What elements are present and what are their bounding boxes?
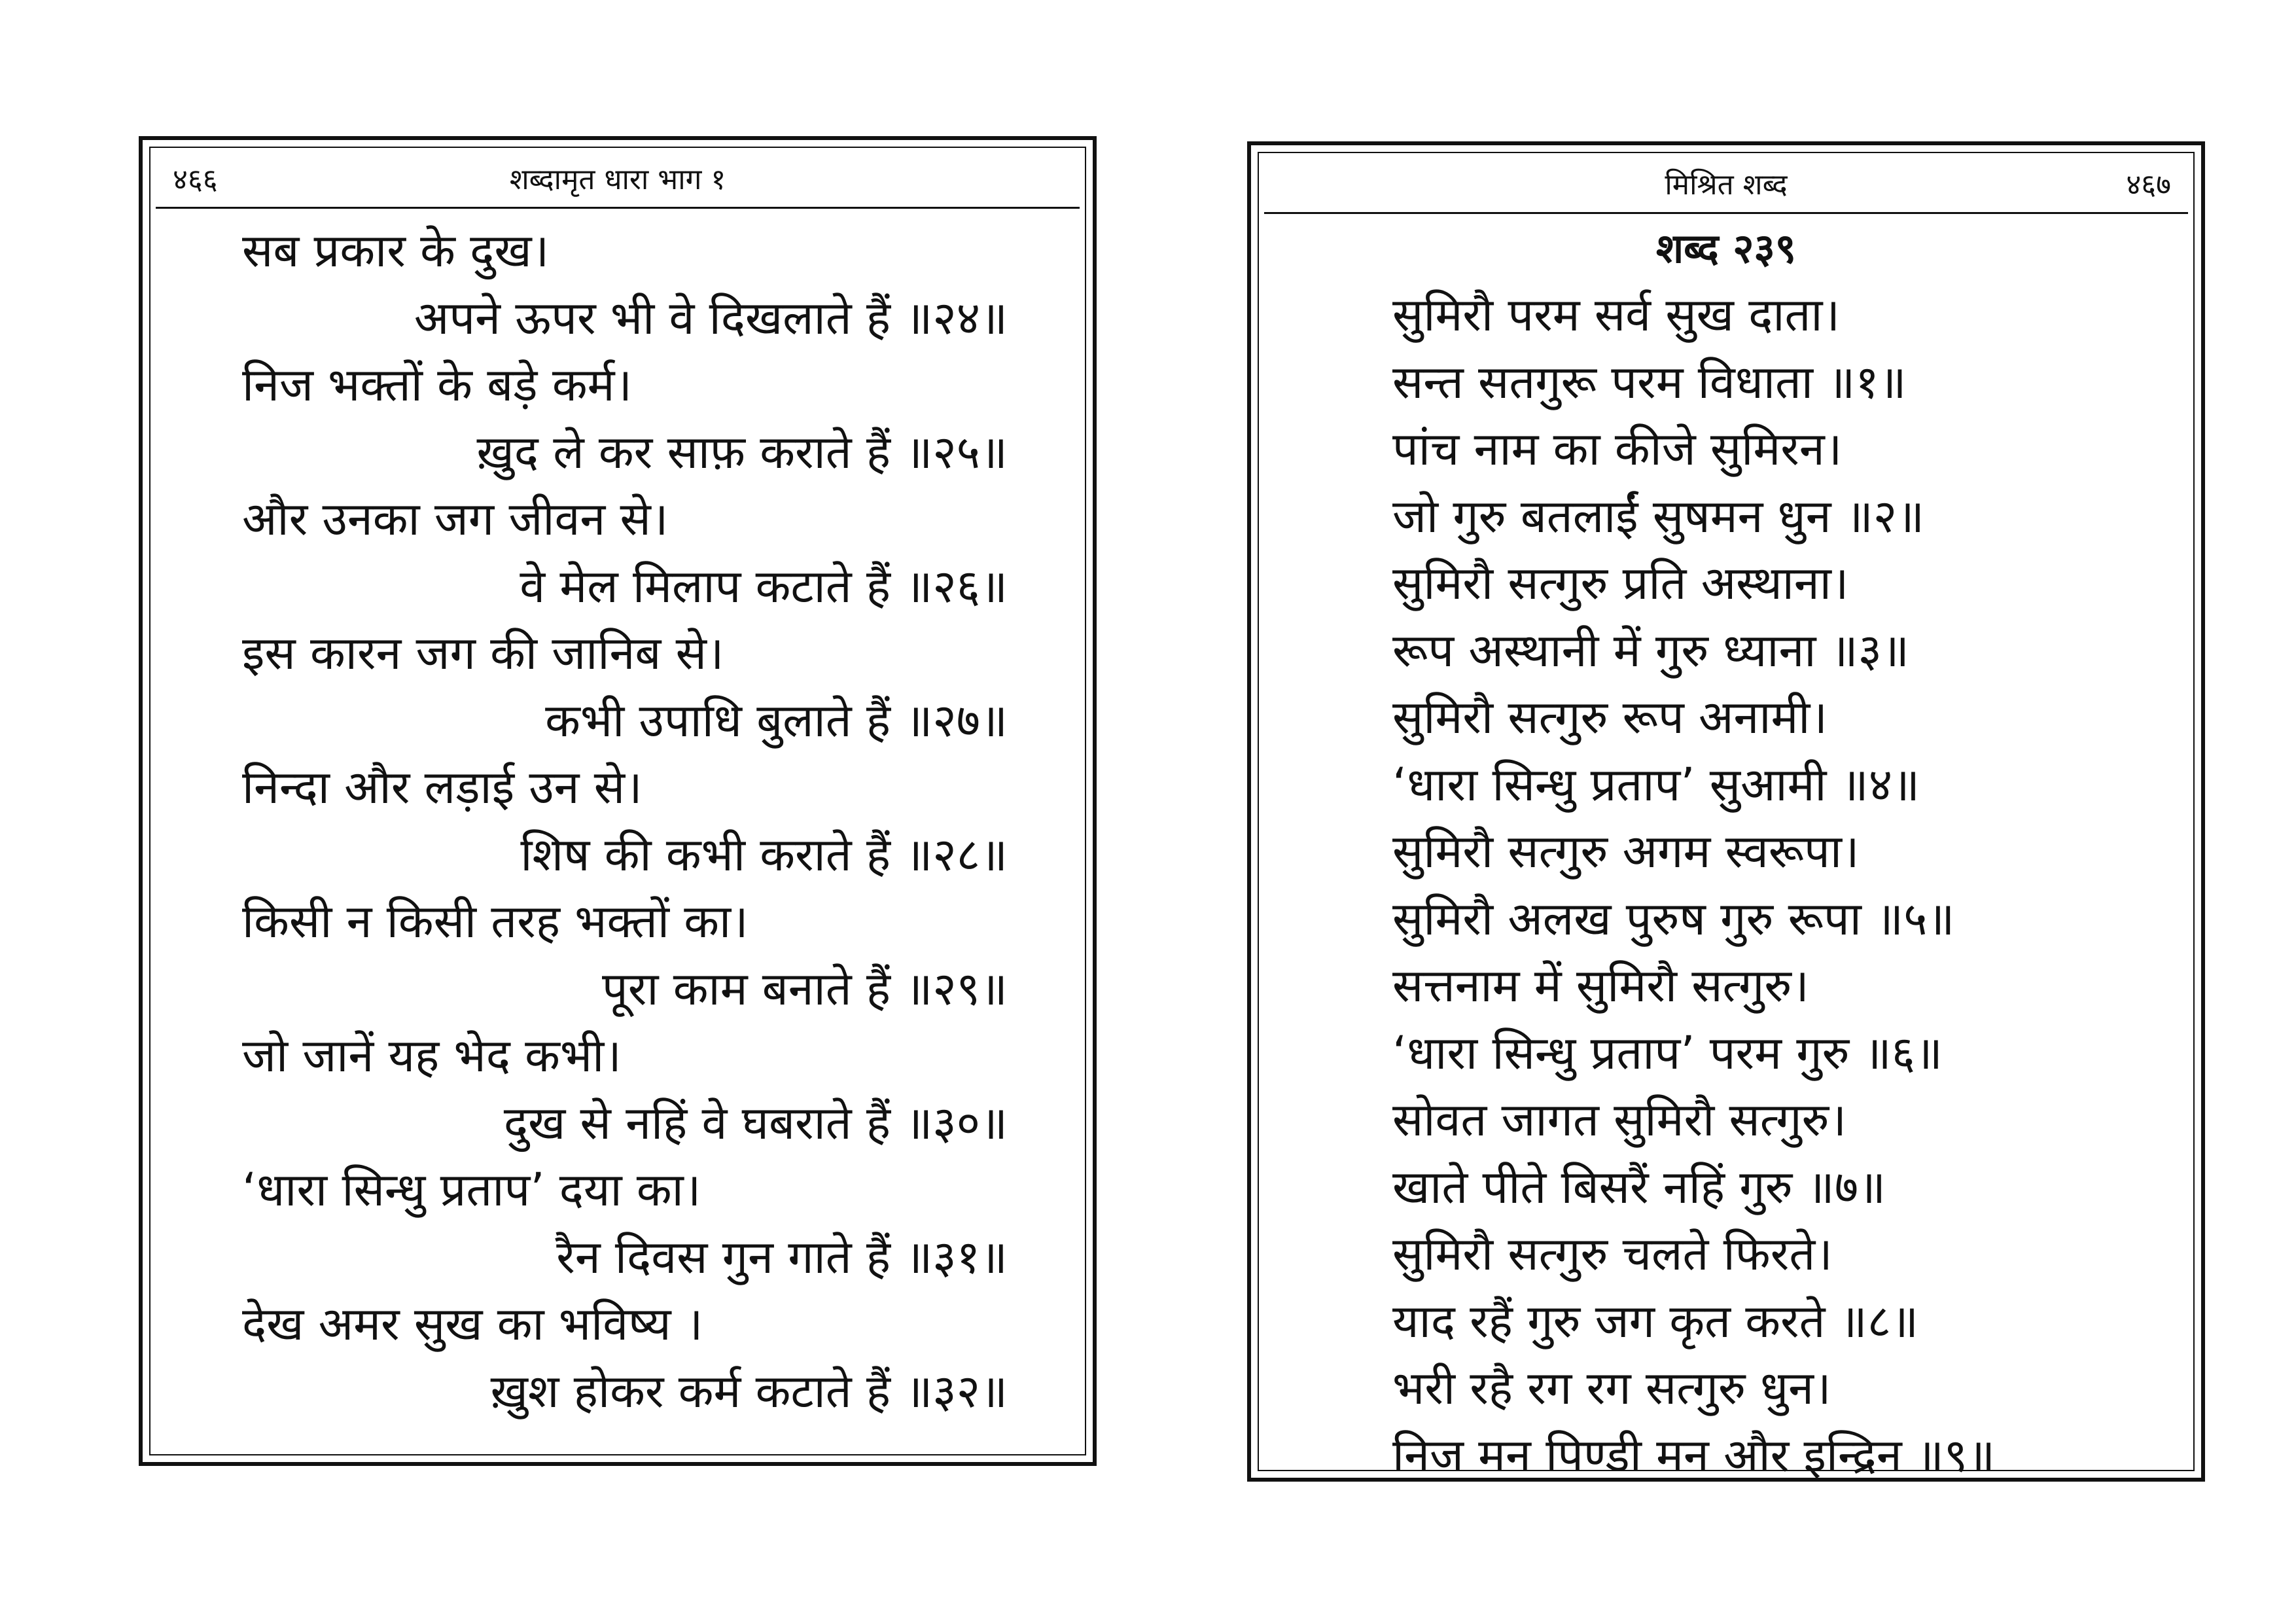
verse-line: दुख से नहिं वे घबराते हैं ॥३०॥ [503, 1096, 1008, 1150]
verse-line: निन्दा और लड़ाई उन से। [242, 760, 643, 814]
verse-line: भरी रहै रग रग सत्गुरु धुन। [1392, 1361, 1831, 1415]
verse-line: रैन दिवस गुन गाते हैं ॥३१॥ [556, 1230, 1008, 1284]
verse-line: याद रहैं गुरु जग कृत करते ॥८॥ [1392, 1294, 1919, 1348]
verse-line: देख अमर सुख का भविष्य । [242, 1297, 703, 1351]
verse-line: शिष की कभी कराते हैं ॥२८॥ [520, 827, 1008, 882]
verse-line: निज मन पिण्डी मन और इन्द्रिन ॥९॥ [1392, 1428, 1996, 1482]
verse-line: किसी न किसी तरह भक्तों का। [242, 895, 749, 948]
verse-line: पूरा काम बनाते हैं ॥२९॥ [602, 961, 1008, 1016]
right-running-title: मिश्रित शब्द [1665, 168, 1788, 202]
left-page [139, 136, 1097, 1466]
verse-line: ख़ुद ले कर साफ़ कराते हैं ॥२५॥ [476, 425, 1008, 479]
verse-line: सुमिरौ सत्गुरु अगम स्वरूपा। [1392, 825, 1860, 878]
verse-line: सुमिरौ सत्गुरु चलते फिरते। [1392, 1227, 1833, 1281]
verse-line: वे मेल मिलाप कटाते हैं ॥२६॥ [520, 559, 1008, 613]
verse-line: खाते पीते बिसरैं नहिं गुरु ॥७॥ [1392, 1160, 1886, 1214]
right-verse-lines [1251, 281, 2201, 1489]
verse-line: सुमिरौ परम सर्व सुख दाता। [1392, 288, 1841, 342]
verse-line: जो गुरु बतलाईं सुषमन धुन ॥२॥ [1392, 489, 1925, 543]
verse-line: अपने ऊपर भी वे दिखलाते हैं ॥२४॥ [414, 291, 1008, 345]
left-page-header [156, 153, 1080, 209]
verse-line: ‘धारा सिन्धु प्रताप’ सुआमी ॥४॥ [1392, 757, 1920, 812]
verse-line: ख़ुश होकर कर्म कटाते हैं ॥३२॥ [490, 1364, 1008, 1418]
right-page-header [1264, 158, 2188, 214]
verse-line: सुमिरौ अलख पुरुष गुरु रूपा ॥५॥ [1392, 891, 1955, 946]
verse-line: कभी उपाधि बुलाते हैं ॥२७॥ [545, 693, 1008, 747]
left-running-title: शब्दामृत धारा भाग १ [509, 163, 726, 196]
verse-line: सब प्रकार के दुख। [242, 224, 550, 277]
left-verse-lines [143, 217, 1093, 1425]
verse-line: सुमिरौ सत्गुरु प्रति अस्थाना। [1392, 556, 1849, 610]
verse-line: सुमिरौ सत्गुरु रूप अनामी। [1392, 690, 1828, 744]
left-page-number: ४६६ [173, 163, 218, 196]
verse-line: ‘धारा सिन्धु प्रताप’ परम गुरु ॥६॥ [1392, 1026, 1943, 1080]
verse-line: सोवत जागत सुमिरौ सत्गुरु। [1392, 1093, 1847, 1147]
verse-line: और उनका जग जीवन से। [242, 492, 669, 546]
verse-line: रूप अस्थानी में गुरु ध्याना ॥३॥ [1392, 623, 1909, 677]
verse-line: जो जानें यह भेद कभी। [242, 1029, 622, 1082]
verse-line: पांच नाम का कीजे सुमिरन। [1392, 422, 1843, 476]
verse-line: ‘धारा सिन्धु प्रताप’ दया का। [242, 1163, 701, 1217]
verse-line: इस कारन जग की जानिब से। [242, 626, 724, 680]
right-page [1247, 141, 2205, 1482]
shabd-heading: शब्द २३९ [1655, 224, 1797, 272]
verse-line: सन्त सतगुरू परम विधाता ॥१॥ [1392, 355, 1907, 409]
verse-line: सत्तनाम में सुमिरौ सत्गुरु। [1392, 959, 1809, 1012]
right-page-number: ४६७ [2126, 168, 2171, 202]
verse-line: निज भक्तों के बड़े कर्म। [242, 358, 633, 412]
